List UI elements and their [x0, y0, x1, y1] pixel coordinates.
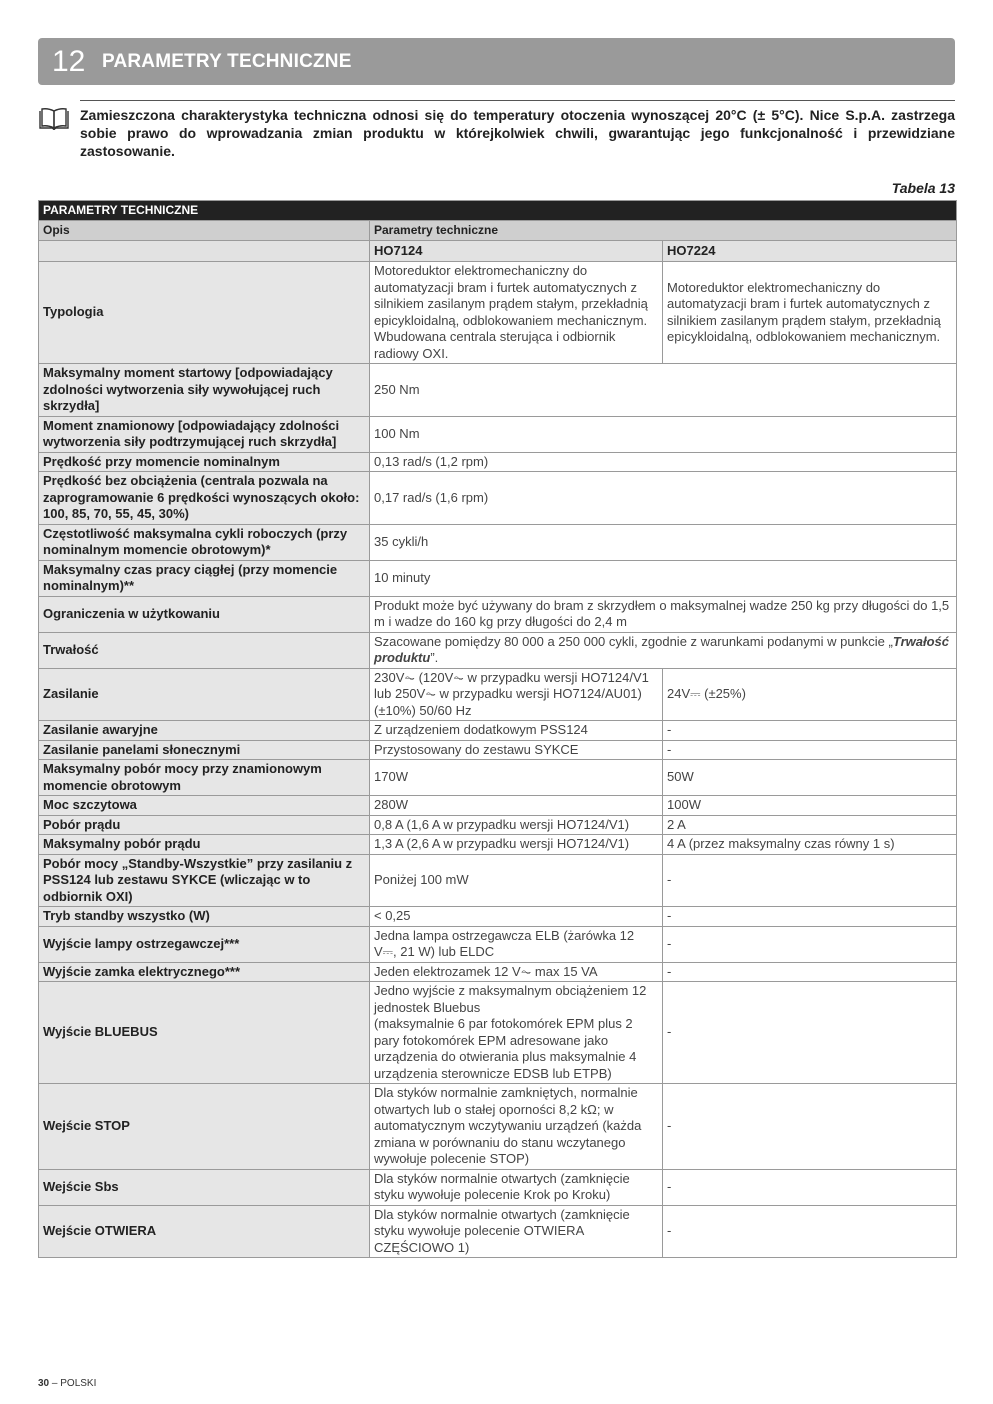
row-value-ho7224: - [663, 926, 957, 962]
table-row [39, 472, 957, 525]
row-label: Zasilanie panelami słonecznymi [39, 740, 370, 760]
row-value-ho7124: 280W [370, 796, 663, 816]
row-value-ho7124: Dla styków normalnie otwartych (zamknięcie styku wywołuje polecenie OTWIERA CZĘŚCIOWO 1) [370, 1205, 663, 1258]
table-row [39, 1084, 957, 1170]
table-row [39, 1169, 957, 1205]
row-value: 10 minuty [370, 560, 957, 596]
book-icon [38, 107, 70, 131]
footer-separator: – [49, 1378, 61, 1389]
row-value: 35 cykli/h [370, 524, 957, 560]
table-row [39, 740, 957, 760]
row-value-ho7224: - [663, 721, 957, 741]
row-value-ho7224: 50W [663, 760, 957, 796]
table-row [39, 982, 957, 1084]
table-row [39, 760, 957, 796]
row-value: 250 Nm [370, 364, 957, 417]
row-value-ho7224: 2 A [663, 815, 957, 835]
row-value: 0,13 rad/s (1,2 rpm) [370, 452, 957, 472]
row-label: Trwałość [39, 632, 370, 668]
page-number: 30 [38, 1378, 50, 1389]
row-value-ho7124: 170W [370, 760, 663, 796]
note-text: Zamieszczona charakterystyka techniczna odnosi się do temperatury otoczenia wynoszącej 20°C (± 5°C). Nice S.p.A. zastrzega sobie prawo do wprowadzania zmian produktu w którejkolwiek chwili, gwarantując jego funkcjonalność i przewidziane zastosowanie. [80, 107, 955, 159]
row-value-ho7224: - [663, 740, 957, 760]
technical-parameters-table [38, 200, 957, 1258]
row-label: Wyjście BLUEBUS [39, 982, 370, 1084]
table-row [39, 416, 957, 452]
table-row [39, 854, 957, 907]
row-value-ho7124: 230V⏦ (120V⏦ w przypadku wersji HO7124/V1 lub 250V⏦ w przypadku wersji HO7124/AU01) (±10%) 50/60 Hz [370, 668, 663, 721]
row-value-ho7224: - [663, 962, 957, 982]
table-row [39, 524, 957, 560]
row-value-text-end: ”. [430, 650, 439, 665]
row-label: Moc szczytowa [39, 796, 370, 816]
row-value-ho7224: - [663, 1205, 957, 1258]
row-value-ho7124: Motoreduktor elektromechaniczny do automatyzacji bram i furtek automatycznych z silnikiem zasilanym prądem stałym, przekładnią epicykloidalną, odblokowaniem mechanicznym. Wbudowana centrala sterująca i odbiornik radiowy OXI. [370, 262, 663, 364]
row-value: 100 Nm [370, 416, 957, 452]
row-value-emphasis: Trwałość produktu [374, 633, 949, 665]
table-row [39, 262, 957, 364]
row-label: Pobór prądu [39, 815, 370, 835]
row-value-ho7224: - [663, 1169, 957, 1205]
table-row [39, 596, 957, 632]
row-value-ho7124: 0,8 A (1,6 A w przypadku wersji HO7124/V1) [370, 815, 663, 835]
row-label: Wejście STOP [39, 1084, 370, 1170]
row-label: Pobór mocy „Standby-Wszystkie” przy zasilaniu z PSS124 lub zestawu SYKCE (wliczając w to odbiornik OXI) [39, 854, 370, 907]
table-row [39, 721, 957, 741]
column-header-opis: Opis [39, 221, 370, 241]
table-row [39, 632, 957, 668]
row-label: Wejście OTWIERA [39, 1205, 370, 1258]
row-label: Wyjście zamka elektrycznego*** [39, 962, 370, 982]
row-label: Wejście Sbs [39, 1169, 370, 1205]
row-value-ho7124: Dla styków normalnie zamkniętych, normalnie otwartych lub o stałej oporności 8,2 kΩ; w automatycznym wczytywaniu urządzeń (każda zmiana w porównaniu do stanu wczytanego wywołuje polecenie STOP) [370, 1084, 663, 1170]
row-value-ho7124: < 0,25 [370, 907, 663, 927]
table-row [39, 815, 957, 835]
row-value: 0,17 rad/s (1,6 rpm) [370, 472, 957, 525]
row-value-ho7224: - [663, 1084, 957, 1170]
row-value-ho7124: Dla styków normalnie otwartych (zamknięcie styku wywołuje polecenie Krok po Kroku) [370, 1169, 663, 1205]
section-number: 12 [52, 44, 86, 78]
row-label: Tryb standby wszystko (W) [39, 907, 370, 927]
page-footer [38, 1378, 96, 1389]
table-row [39, 796, 957, 816]
table-row [39, 835, 957, 855]
row-value-ho7224: Motoreduktor elektromechaniczny do automatyzacji bram i furtek automatycznych z silnikiem zasilanym prądem stałym, przekładnią epicykloidalną, odblokowaniem mechanicznym. [663, 262, 957, 364]
table-row [39, 452, 957, 472]
table-row [39, 560, 957, 596]
table-title: PARAMETRY TECHNICZNE [39, 201, 957, 221]
table-row [39, 1205, 957, 1258]
row-label: Typologia [39, 262, 370, 364]
table-caption: Tabela 13 [891, 180, 955, 196]
table-header-row [39, 221, 957, 241]
row-label: Maksymalny pobór prądu [39, 835, 370, 855]
row-label: Maksymalny czas pracy ciągłej (przy momencie nominalnym)** [39, 560, 370, 596]
table-row [39, 907, 957, 927]
row-value-ho7124: Jedna lampa ostrzegawcza ELB (żarówka 12 V⎓, 21 W) lub ELDC [370, 926, 663, 962]
row-value-ho7224: - [663, 854, 957, 907]
row-label: Maksymalny moment startowy [odpowiadający zdolności wytworzenia siły wywołującej ruch skrzydła] [39, 364, 370, 417]
row-value-ho7124: Z urządzeniem dodatkowym PSS124 [370, 721, 663, 741]
table-row [39, 668, 957, 721]
row-value-ho7224: - [663, 907, 957, 927]
note-divider [80, 100, 955, 101]
row-label: Ograniczenia w użytkowaniu [39, 596, 370, 632]
row-label: Zasilanie awaryjne [39, 721, 370, 741]
row-value-ho7124: Poniżej 100 mW [370, 854, 663, 907]
row-value-ho7124: Przystosowany do zestawu SYKCE [370, 740, 663, 760]
section-header [38, 38, 955, 85]
footer-language: POLSKI [60, 1378, 97, 1389]
row-label: Zasilanie [39, 668, 370, 721]
column-header-parametry: Parametry techniczne [370, 221, 957, 241]
table-row [39, 364, 957, 417]
row-value-ho7124 [370, 982, 663, 1084]
row-label: Częstotliwość maksymalna cykli roboczych (przy nominalnym momencie obrotowym)* [39, 524, 370, 560]
row-value [370, 632, 957, 668]
row-value: Produkt może być używany do bram z skrzydłem o maksymalnej wadze 250 kg przy długości do 1,5 m i wadze do 160 kg przy długości do 2,4 m [370, 596, 957, 632]
row-value-ho7224: 24V⎓ (±25%) [663, 668, 957, 721]
table-row [39, 962, 957, 982]
row-value-ho7124: 1,3 A (2,6 A w przypadku wersji HO7124/V1) [370, 835, 663, 855]
row-value-ho7224: - [663, 982, 957, 1084]
model-header-ho7224: HO7224 [663, 241, 957, 262]
row-label: Moment znamionowy [odpowiadający zdolności wytworzenia siły podtrzymującej ruch skrzydła] [39, 416, 370, 452]
model-header-ho7124: HO7124 [370, 241, 663, 262]
row-value-ho7224: 100W [663, 796, 957, 816]
table-title-row [39, 201, 957, 221]
table-row [39, 926, 957, 962]
row-value-text: Szacowane pomiędzy 80 000 a 250 000 cykli, zgodnie z warunkami podanymi w punkcie „ [374, 633, 893, 649]
row-label: Wyjście lampy ostrzegawczej*** [39, 926, 370, 962]
row-label: Maksymalny pobór mocy przy znamionowym momencie obrotowym [39, 760, 370, 796]
row-label: Prędkość przy momencie nominalnym [39, 452, 370, 472]
row-value-line-2: (maksymalnie 6 par fotokomórek EPM plus 2 pary fotokomórek EPM adresowane jako urządzenia do otwierania plus maksymalnie 4 urządzenia sterownicze EDSB lub ETPB) [374, 1016, 637, 1081]
row-value-ho7224: 4 A (przez maksymalny czas równy 1 s) [663, 835, 957, 855]
row-value-ho7124: Jeden elektrozamek 12 V⏦ max 15 VA [370, 962, 663, 982]
section-title: PARAMETRY TECHNICZNE [102, 50, 352, 72]
row-label: Prędkość bez obciążenia (centrala pozwala na zaprogramowanie 6 prędkości wynoszących około: 100, 85, 70, 55, 45, 30%) [39, 472, 370, 525]
model-header-row [39, 241, 957, 262]
row-value-line-1: Jedno wyjście z maksymalnym obciążeniem 12 jednostek Bluebus [374, 983, 647, 1015]
model-header-blank [39, 241, 370, 262]
